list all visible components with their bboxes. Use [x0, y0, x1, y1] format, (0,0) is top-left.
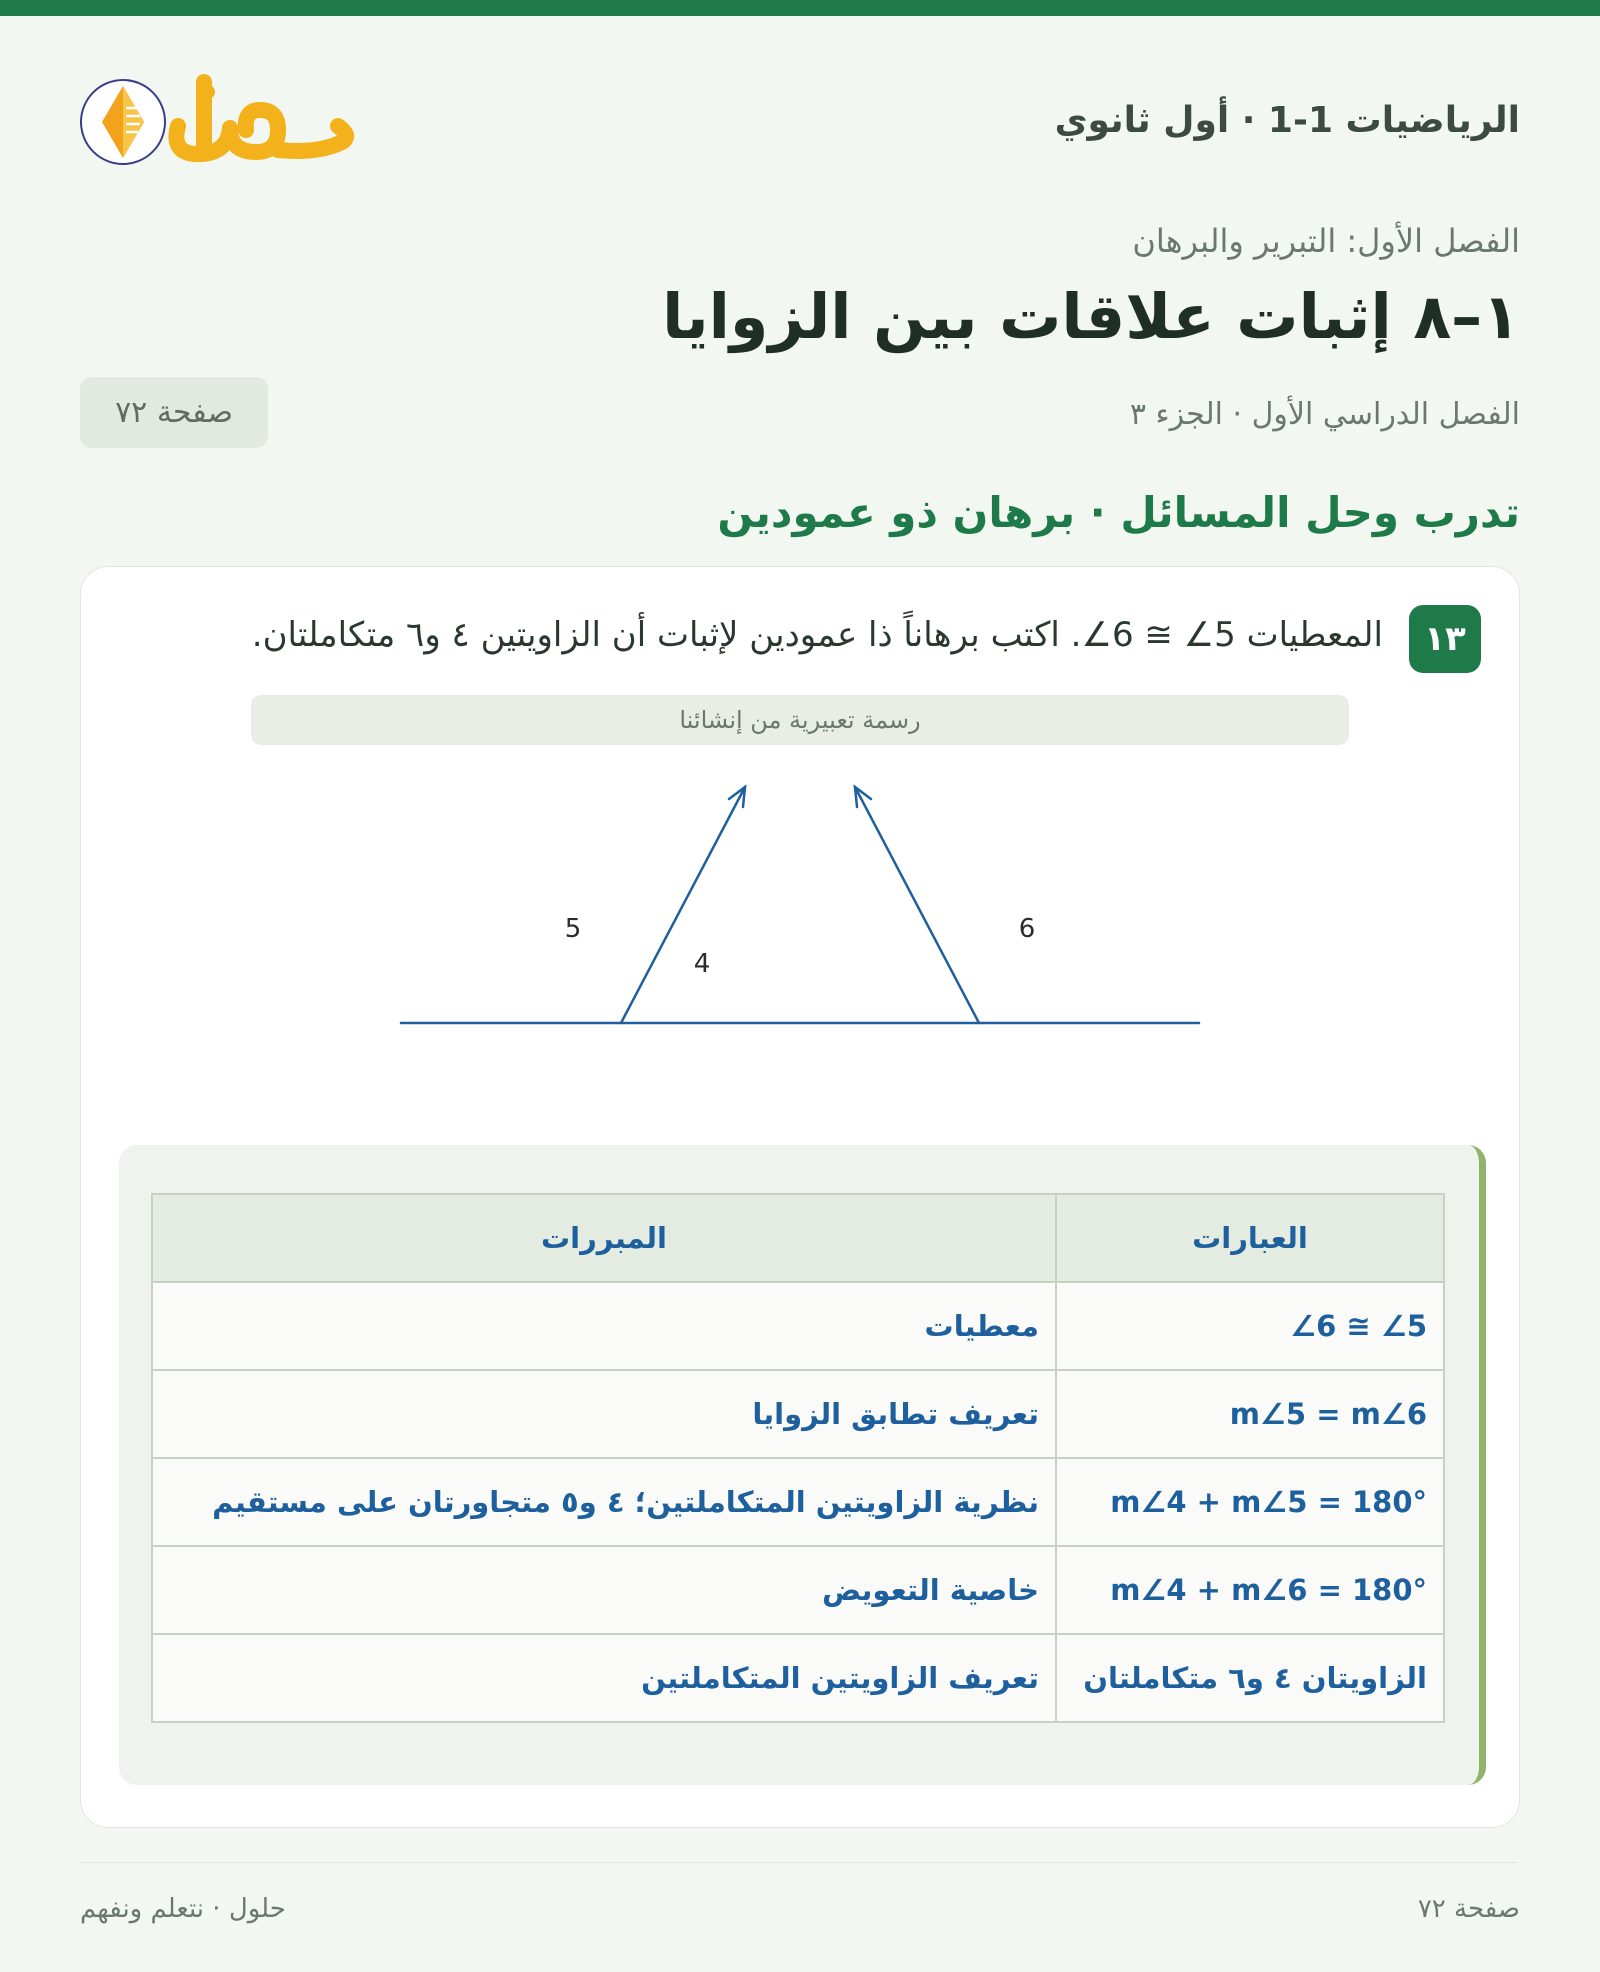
statements-header: العبارات: [1056, 1194, 1444, 1282]
footer-page-number: صفحة ٧٢: [1417, 1894, 1520, 1924]
statement-text: m∠5 = m∠6: [1229, 1397, 1427, 1431]
reason-cell: تعريف تطابق الزوايا: [152, 1370, 1056, 1458]
reasons-header: المبررات: [152, 1194, 1056, 1282]
angles-diagram: [81, 757, 1519, 1157]
question-text: [252, 615, 1383, 655]
question-card: [80, 566, 1520, 1828]
given-math: ∠6 ≅ ∠5: [1081, 615, 1236, 655]
angle-label-6: 6: [1018, 914, 1036, 944]
proof-row: [152, 1546, 1444, 1634]
term-label: الفصل الدراسي الأول · الجزء ٣: [1129, 397, 1520, 432]
proof-row: [152, 1370, 1444, 1458]
statement-text: m∠4 + m∠5 = 180°: [1110, 1485, 1427, 1519]
footer-brand: حلول · نتعلم ونفهم: [80, 1894, 286, 1924]
reason-cell: معطيات: [152, 1282, 1056, 1370]
statement-cell: [1056, 1282, 1444, 1370]
reason-cell: تعريف الزاويتين المتكاملتين: [152, 1634, 1056, 1722]
statement-cell: [1056, 1458, 1444, 1546]
page-number-badge: صفحة ٧٢: [80, 377, 268, 448]
proof-row: [152, 1634, 1444, 1722]
statement-text: m∠4 + m∠6 = 180°: [1110, 1573, 1427, 1607]
proof-header-row: [152, 1194, 1444, 1282]
reason-cell: نظرية الزاويتين المتكاملتين؛ ٤ و٥ متجاورتان على مستقيم: [152, 1458, 1056, 1546]
statement-text: ∠6 ≅ ∠5: [1290, 1309, 1427, 1343]
angle-label-4: 4: [693, 949, 711, 979]
statement-cell: الزاويتان ٤ و٦ متكاملتان: [1056, 1634, 1444, 1722]
statement-cell: [1056, 1370, 1444, 1458]
subject-label: الرياضيات 1-1 · أول ثانوي: [1054, 100, 1520, 141]
given-word: المعطيات: [1246, 615, 1383, 655]
diagram-caption: رسمة تعبيرية من إنشائنا: [251, 695, 1349, 745]
proof-row: [152, 1458, 1444, 1546]
left-ray: [621, 787, 745, 1023]
page-title: ١–٨ إثبات علاقات بين الزوايا: [662, 280, 1520, 353]
statement-cell: [1056, 1546, 1444, 1634]
top-accent-bar: [0, 0, 1600, 16]
footer-divider: [80, 1862, 1518, 1863]
two-column-proof-table: [151, 1193, 1445, 1723]
hlool-logo: [78, 62, 358, 182]
reason-cell: خاصية التعويض: [152, 1546, 1056, 1634]
question-rest: . اكتب برهاناً ذا عمودين لإثبات أن الزاويتين ٤ و٦ متكاملتان.: [251, 615, 1082, 655]
section-heading: تدرب وحل المسائل · برهان ذو عمودين: [717, 488, 1520, 537]
right-ray: [855, 787, 979, 1023]
chapter-label: الفصل الأول: التبرير والبرهان: [1132, 222, 1520, 260]
proof-row: [152, 1282, 1444, 1370]
question-number-badge: ١٣: [1409, 605, 1481, 673]
proof-panel: [119, 1145, 1486, 1785]
angle-label-5: 5: [564, 914, 582, 944]
